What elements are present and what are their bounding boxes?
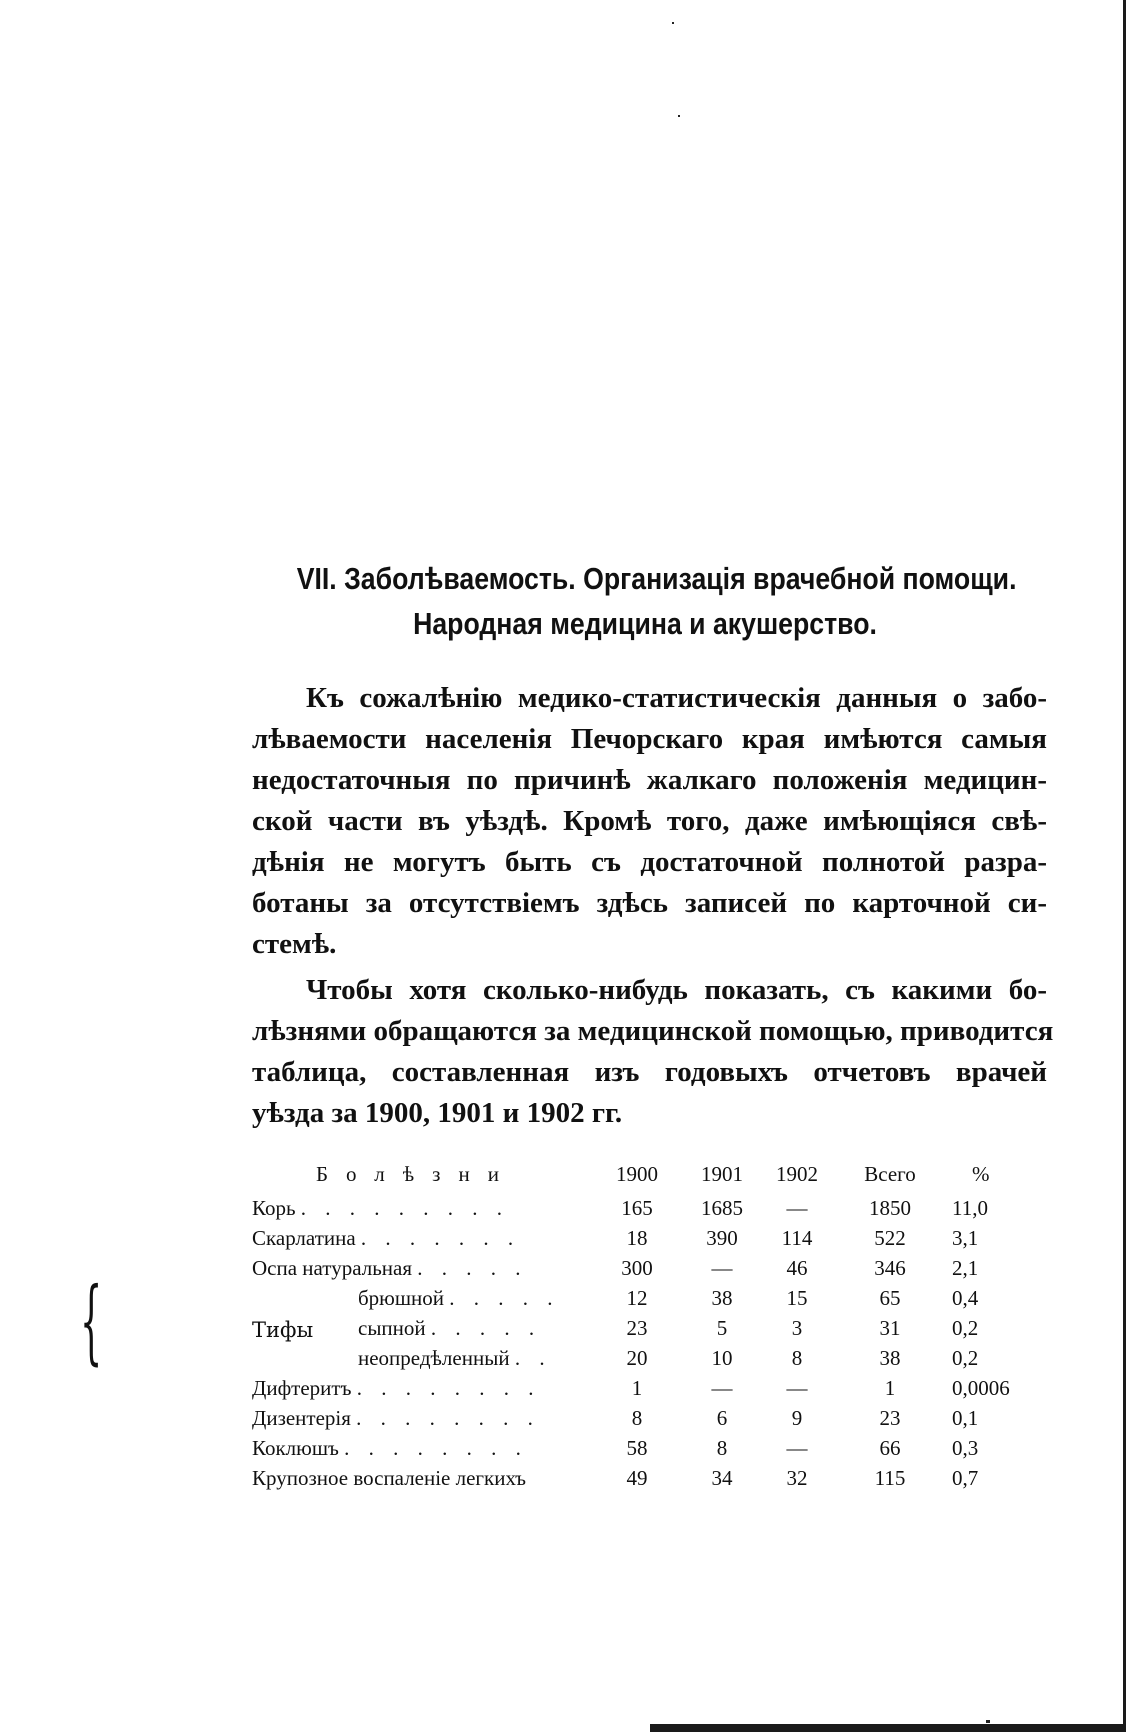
speck xyxy=(678,115,680,117)
value-total: 115 xyxy=(874,1466,906,1490)
value-1901: 1685 xyxy=(701,1196,743,1220)
disease-label: Скарлатина xyxy=(252,1226,356,1250)
paragraph-2 xyxy=(252,970,1054,1134)
value-1901: 34 xyxy=(711,1466,733,1490)
value-1902: 46 xyxy=(786,1256,808,1280)
table-row xyxy=(252,1252,1052,1282)
disease-name xyxy=(252,1256,528,1281)
value-percent: 0,7 xyxy=(952,1466,979,1490)
disease-label: сыпной xyxy=(358,1316,426,1340)
value-total: 65 xyxy=(879,1286,901,1310)
disease-label: Дифтеритъ xyxy=(252,1376,352,1400)
header-percent: % xyxy=(972,1162,990,1186)
value-percent: 0,2 xyxy=(952,1316,979,1340)
paragraph-1-line: стемѣ. xyxy=(252,928,337,960)
header-total: Всего xyxy=(864,1162,916,1186)
header-1902: 1902 xyxy=(776,1162,818,1186)
disease-name xyxy=(252,1196,509,1221)
value-percent: 3,1 xyxy=(952,1226,979,1250)
page-edge-line xyxy=(1123,0,1126,1732)
disease-label: Корь xyxy=(252,1196,296,1220)
disease-label: брюшной xyxy=(358,1286,445,1310)
value-1901: 5 xyxy=(716,1316,728,1340)
value-total: 66 xyxy=(879,1436,901,1460)
paragraph-1-line: недостаточныя по причинѣ жалкаго положенія медицин- xyxy=(252,764,1047,796)
leader-dots: . . . . . xyxy=(417,1256,528,1280)
disease-label: Оспа натуральная xyxy=(252,1256,412,1280)
value-total: 522 xyxy=(874,1226,906,1250)
value-total: 23 xyxy=(879,1406,901,1430)
leader-dots: . . xyxy=(514,1346,552,1370)
table-row xyxy=(252,1372,1052,1402)
value-1900: 165 xyxy=(621,1196,653,1220)
value-1901: 6 xyxy=(716,1406,728,1430)
leader-dots: . . . . . . . xyxy=(360,1226,521,1250)
header-diseases: Болѣзни xyxy=(316,1162,517,1186)
disease-name xyxy=(252,1406,540,1431)
leader-dots: . . . . . . . . . xyxy=(300,1196,510,1220)
table-row xyxy=(252,1282,1052,1312)
table-row xyxy=(252,1192,1052,1222)
value-1901: — xyxy=(711,1376,733,1400)
disease-name xyxy=(252,1436,528,1461)
disease-label: неопредѣленный xyxy=(358,1346,510,1370)
paragraph-1-line: дѣнія не могутъ быть съ достаточной полнотой разра- xyxy=(252,846,1047,878)
value-1902: — xyxy=(786,1196,808,1220)
table-row xyxy=(252,1342,1052,1372)
disease-name xyxy=(252,1466,526,1491)
header-1900: 1900 xyxy=(616,1162,658,1186)
paragraph-2-line: таблица, составленная изъ годовыхъ отчетовъ врачей xyxy=(252,1056,1047,1088)
section-heading xyxy=(296,556,1017,646)
value-1902: 9 xyxy=(791,1406,803,1430)
disease-name xyxy=(358,1316,541,1341)
leader-dots: . . . . . . . . xyxy=(356,1406,540,1430)
value-1901: 38 xyxy=(711,1286,733,1310)
value-total: 1 xyxy=(884,1376,896,1400)
value-1900: 20 xyxy=(626,1346,648,1370)
value-total: 346 xyxy=(874,1256,906,1280)
disease-name xyxy=(358,1286,560,1311)
disease-label: Крупозное воспаленіе легкихъ xyxy=(252,1466,527,1490)
page-bottom-edge xyxy=(650,1724,1126,1732)
value-1902: — xyxy=(786,1376,808,1400)
table-header xyxy=(252,1158,1052,1192)
value-1902: — xyxy=(786,1436,808,1460)
leader-dots: . . . . . xyxy=(449,1286,560,1310)
typhus-brace: { xyxy=(80,1266,103,1375)
value-1902: 114 xyxy=(781,1226,813,1250)
paragraph-2-line: лѣзнями обращаются за медицинской помощью, приводится xyxy=(252,1015,1054,1047)
value-percent: 0,4 xyxy=(952,1286,979,1310)
value-1900: 58 xyxy=(626,1436,648,1460)
paragraph-1 xyxy=(252,678,1047,965)
table-row xyxy=(252,1462,1052,1492)
leader-dots: . . . . . . . . xyxy=(344,1436,528,1460)
typhus-group-label: Тифы xyxy=(252,1318,314,1342)
value-total: 38 xyxy=(879,1346,901,1370)
value-1902: 15 xyxy=(786,1286,808,1310)
value-1901: 390 xyxy=(706,1226,738,1250)
paragraph-1-line: Къ сожалѣнію медико-статистическія данныя о забо- xyxy=(306,682,1047,714)
value-percent: 0,3 xyxy=(952,1436,979,1460)
value-percent: 0,1 xyxy=(952,1406,979,1430)
disease-label: Коклюшъ xyxy=(252,1436,339,1460)
value-percent: 0,2 xyxy=(952,1346,979,1370)
paragraph-2-line: Чтобы хотя сколько-нибудь показать, съ какими бо- xyxy=(306,974,1047,1006)
value-1901: 8 xyxy=(716,1436,728,1460)
value-1900: 300 xyxy=(621,1256,653,1280)
paragraph-1-line: ской части въ уѣздѣ. Кромѣ того, даже имѣющіяся свѣ- xyxy=(252,805,1047,837)
paragraph-1-line: ботаны за отсутствіемъ здѣсь записей по карточной си- xyxy=(252,887,1047,919)
value-1900: 23 xyxy=(626,1316,648,1340)
table-row xyxy=(252,1432,1052,1462)
leader-dots: . . . . . xyxy=(430,1316,542,1340)
value-percent: 0,0006 xyxy=(952,1376,1010,1400)
disease-name xyxy=(358,1346,552,1371)
table-body xyxy=(252,1192,1052,1492)
value-total: 31 xyxy=(879,1316,901,1340)
value-1902: 3 xyxy=(791,1316,803,1340)
header-1901: 1901 xyxy=(701,1162,743,1186)
value-percent: 2,1 xyxy=(952,1256,979,1280)
disease-table xyxy=(252,1158,1052,1492)
table-row xyxy=(252,1222,1052,1252)
speck xyxy=(672,22,674,24)
value-total: 1850 xyxy=(869,1196,911,1220)
value-1902: 32 xyxy=(786,1466,808,1490)
disease-label: Дизентерія xyxy=(252,1406,351,1430)
table-row xyxy=(252,1402,1052,1432)
heading-line-2: Народная медицина и акушерство. xyxy=(413,606,877,641)
heading-line-1: VII. Заболѣваемость. Организація врачебной помощи. xyxy=(296,561,1017,596)
table-row xyxy=(252,1312,1052,1342)
value-1902: 8 xyxy=(791,1346,803,1370)
value-1900: 49 xyxy=(626,1466,648,1490)
paragraph-2-line: уѣзда за 1900, 1901 и 1902 гг. xyxy=(252,1097,623,1129)
value-1900: 8 xyxy=(631,1406,643,1430)
value-1901: — xyxy=(711,1256,733,1280)
disease-name xyxy=(252,1226,520,1251)
value-percent: 11,0 xyxy=(952,1196,988,1220)
speck xyxy=(986,1720,990,1723)
value-1901: 10 xyxy=(711,1346,733,1370)
disease-name xyxy=(252,1376,540,1401)
paragraph-1-line: лѣваемости населенія Печорскаго края имѣются самыя xyxy=(252,723,1047,755)
value-1900: 18 xyxy=(626,1226,648,1250)
value-1900: 1 xyxy=(631,1376,643,1400)
leader-dots: . . . . . . . . xyxy=(356,1376,541,1400)
value-1900: 12 xyxy=(626,1286,648,1310)
